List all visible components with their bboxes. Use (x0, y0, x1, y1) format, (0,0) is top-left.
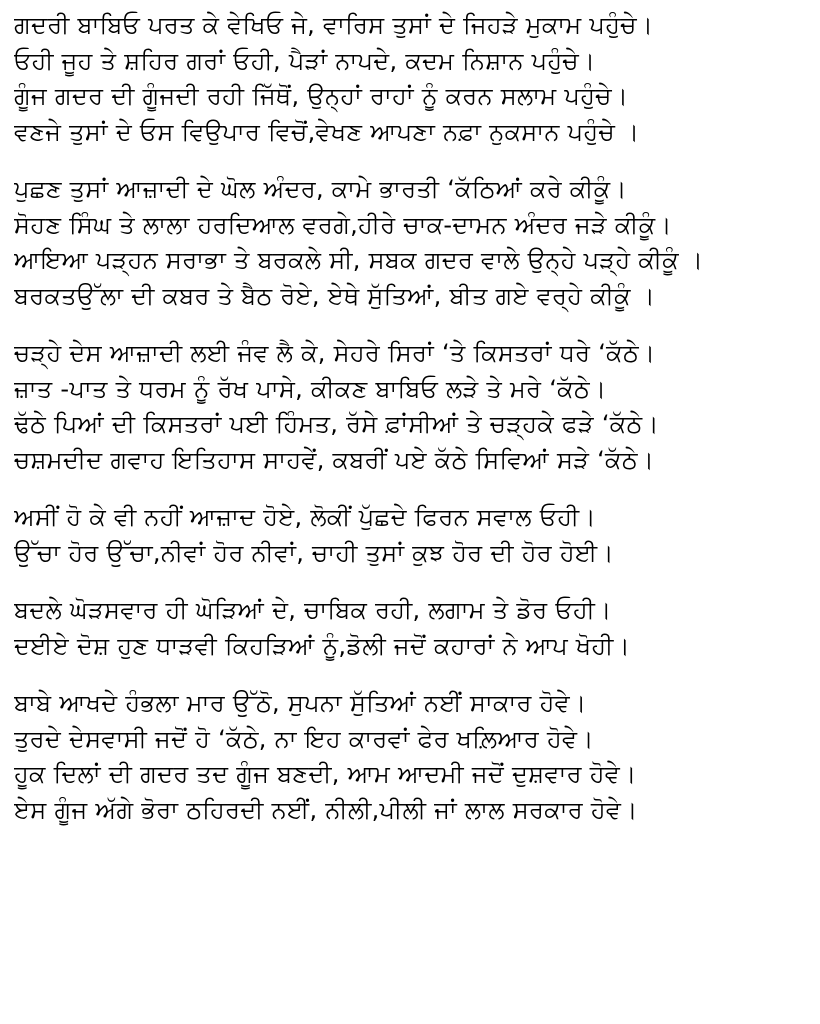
poem-line: ਬਾਬੇ ਆਖਦੇ ਹੰਭਲਾ ਮਾਰ ਉੱਠੋ, ਸੁਪਨਾ ਸੁੱਤਿਆਂ ਨਈਂ ਸਾਕਾਰ ਹੋਵੇ। (14, 689, 587, 717)
poem-line: ਬਦਲੇ ਘੋੜਸਵਾਰ ਹੀ ਘੋੜਿਆਂ ਦੇ, ਚਾਬਿਕ ਰਹੀ, ਲਗਾਮ ਤੇ ਡੋਰ ਓਹੀ। (14, 596, 612, 624)
poem-line: ਢੱਠੇ ਪਿਆਂ ਦੀ ਕਿਸਤਰਾਂ ਪਈ ਹਿੰਮਤ, ਰੱਸੇ ਫ਼ਾਂਸੀਆਂ ਤੇ ਚੜ੍ਹਕੇ ਫੜੇ ‘ਕੱਠੇ। (14, 410, 659, 438)
poem-line: ਉੱਚਾ ਹੋਰ ਉੱਚਾ,ਨੀਵਾਂ ਹੋਰ ਨੀਵਾਂ, ਚਾਹੀ ਤੁਸਾਂ ਕੁਝ ਹੋਰ ਦੀ ਹੋਰ ਹੋਈ। (14, 538, 614, 567)
stanza-4 (14, 500, 810, 571)
stanza-5 (14, 593, 810, 664)
stanza-1 (14, 8, 810, 150)
poem-line: ਚਸ਼ਮਦੀਦ ਗਵਾਹ ਇਤਿਹਾਸ ਸਾਹਵੇਂ, ਕਬਰੀਂ ਪਏ ਕੱਠੇ ਸਿਵਿਆਂ ਸੜੇ ‘ਕੱਠੇ। (14, 445, 655, 474)
stanza-6 (14, 686, 810, 828)
poem-line: ਅਸੀਂ ਹੋ ਕੇ ਵੀ ਨਹੀਂ ਆਜ਼ਾਦ ਹੋਏ, ਲੋਕੀਂ ਪੁੱਛਦੇ ਫਿਰਨ ਸਵਾਲ ਓਹੀ। (14, 503, 596, 531)
poem-line: ਜ਼ਾਤ -ਪਾਤ ਤੇ ਧਰਮ ਨੂੰ ਰੱਖ ਪਾਸੇ, ਕੀਕਣ ਬਾਬਿਓ ਲੜੇ ਤੇ ਮਰੇ ‘ਕੱਠੇ। (14, 374, 607, 403)
poem-line: ਤੁਰਦੇ ਦੇਸਵਾਸੀ ਜਦੋਂ ਹੋ ‘ਕੱਠੇ, ਨਾ ਇਹ ਕਾਰਵਾਂ ਫੇਰ ਖਲ਼ਿਆਰ ਹੋਵੇ। (14, 724, 594, 753)
poem-line: ਸੋਹਣ ਸਿੰਘ ਤੇ ਲਾਲਾ ਹਰਦਿਆਲ ਵਰਗੇ,ਹੀਰੇ ਚਾਕ-ਦਾਮਨ ਅੰਦਰ ਜੜੇ ਕੀਕੂੰ। (14, 210, 672, 239)
stanza-3 (14, 336, 810, 478)
poem-line: ਬਰਕਤਉੱਲਾ ਦੀ ਕਬਰ ਤੇ ਬੈਠ ਰੋਏ, ਏਥੇ ਸੁੱਤਿਆਂ, ਬੀਤ ਗਏ ਵਰ੍ਹੇ ਕੀਕੂੰ । (14, 281, 656, 310)
poem-line: ਵਣਜੇ ਤੁਸਾਂ ਦੇ ਓਸ ਵਿਉਪਾਰ ਵਿਚੋਂ,ਵੇਖਣ ਆਪਣਾ ਨਫ਼ਾ ਨੁਕਸਾਨ ਪਹੁੰਚੇ । (14, 117, 640, 146)
poem-line: ਦਈਏ ਦੋਸ਼ ਹੁਣ ਧਾੜਵੀ ਕਿਹੜਿਆਂ ਨੂੰ,ਡੋਲੀ ਜਦੋਂ ਕਹਾਰਾਂ ਨੇ ਆਪ ਖੋਹੀ। (14, 631, 631, 660)
stanza-2 (14, 172, 810, 314)
poem-line: ਪੁਛਣ ਤੁਸਾਂ ਆਜ਼ਾਦੀ ਦੇ ਘੋਲ ਅੰਦਰ, ਕਾਮੇ ਭਾਰਤੀ ‘ਕੱਠਿਆਂ ਕਰੇ ਕੀਕੂੰ। (14, 175, 627, 203)
poem-line: ਚੜ੍ਹੇ ਦੇਸ ਆਜ਼ਾਦੀ ਲਈ ਜੰਵ ਲੈ ਕੇ, ਸੇਹਰੇ ਸਿਰਾਂ ‘ਤੇ ਕਿਸਤਰਾਂ ਧਰੇ ‘ਕੱਠੇ। (14, 339, 656, 367)
poem-line: ਗੂੰਜ ਗਦਰ ਦੀ ਗੂੰਜਦੀ ਰਹੀ ਜਿੱਥੋਂ, ਉਨ੍ਹਾਂ ਰਾਹਾਂ ਨੂੰ ਕਰਨ ਸਲਾਮ ਪਹੁੰਚੇ। (14, 82, 629, 110)
poem-line: ਗਦਰੀ ਬਾਬਿਓ ਪਰਤ ਕੇ ਵੇਖਿਓ ਜੇ, ਵਾਰਿਸ ਤੁਸਾਂ ਦੇ ਜਿਹੜੇ ਮੁਕਾਮ ਪਹੁੰਚੇ। (14, 11, 654, 39)
poem-line: ਏਸ ਗੂੰਜ ਅੱਗੇ ਭੋਰਾ ਠਹਿਰਦੀ ਨਈਂ, ਨੀਲੀ,ਪੀਲੀ ਜਾਂ ਲਾਲ ਸਰਕਾਰ ਹੋਵੇ। (14, 795, 638, 824)
poem-line: ਓਹੀ ਜੂਹ ਤੇ ਸ਼ਹਿਰ ਗਰਾਂ ਓਹੀ, ਪੈੜਾਂ ਨਾਪਦੇ, ਕਦਮ ਨਿਸ਼ਾਨ ਪਹੁੰਚੇ। (14, 46, 596, 75)
poem-line: ਹੂਕ ਦਿਲਾਂ ਦੀ ਗਦਰ ਤਦ ਗੂੰਜ ਬਣਦੀ, ਆਮ ਆਦਮੀ ਜਦੋਂ ਦੁਸ਼ਵਾਰ ਹੋਵੇ। (14, 760, 637, 788)
poem-line: ਆਇਆ ਪੜ੍ਹਨ ਸਰਾਭਾ ਤੇ ਬਰਕਲੇ ਸੀ, ਸਬਕ ਗਦਰ ਵਾਲੇ ਉਨ੍ਹੇ ਪੜ੍ਹੇ ਕੀਕੂੰ । (14, 246, 704, 274)
